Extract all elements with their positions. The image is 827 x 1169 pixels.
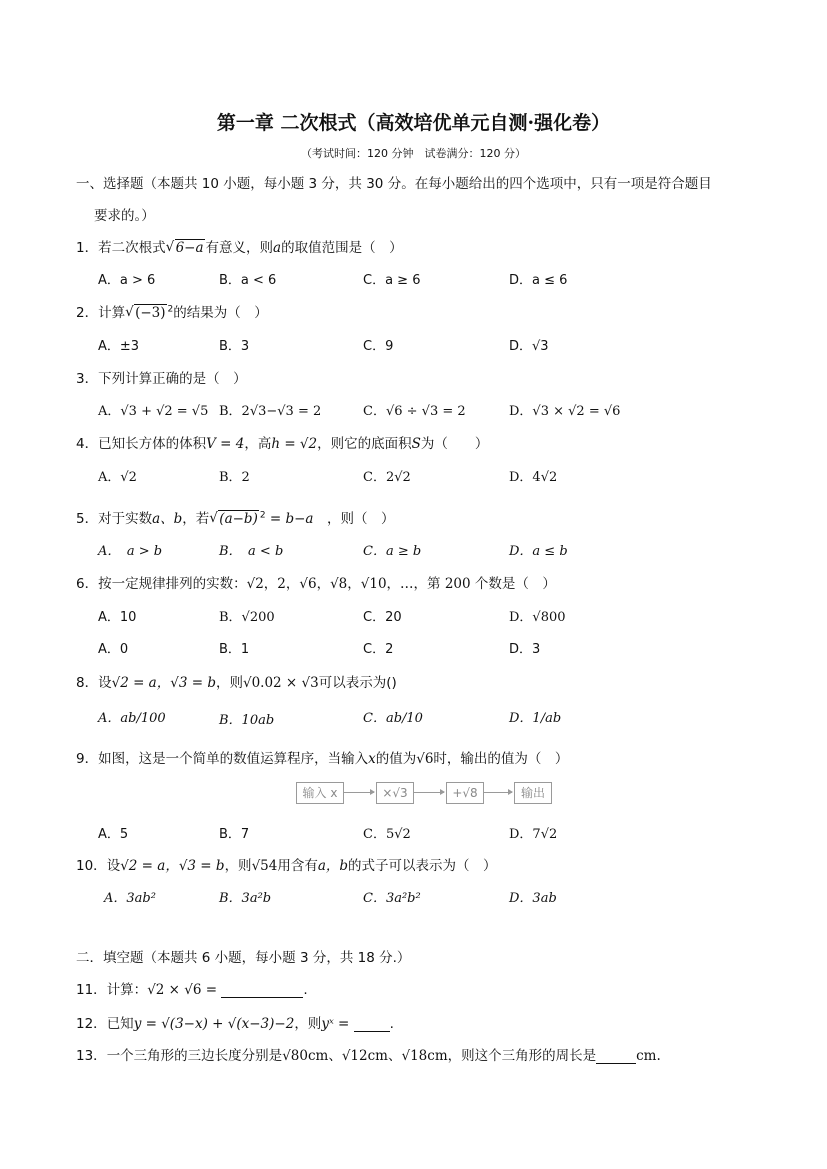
flow-multiply-box: ×√3 — [376, 782, 414, 804]
question-2: 2．计算√ (−3) $^2$的结果为（ ） — [76, 301, 268, 321]
q9-option-b: B．7 — [219, 827, 250, 842]
q8-option-b: B．10ab — [219, 713, 275, 728]
q5-option-a: A． a > b — [98, 544, 163, 559]
q2-option-a: A．±3 — [98, 339, 140, 354]
q2-option-b: B．3 — [219, 339, 250, 354]
q5-option-b: B． a < b — [219, 544, 284, 559]
flow-output-box: 输出 — [514, 782, 552, 804]
answer-blank[interactable] — [354, 1031, 390, 1032]
question-8: 8．设√2 = a，√3 = b，则√0.02 × √3可以表示为() — [76, 675, 397, 691]
flow-arrow — [344, 792, 374, 793]
q4-option-a: A．√2 — [98, 470, 137, 485]
question-1: 1．若二次根式√ 6−a 有意义，则a的取值范围是（ ） — [76, 236, 403, 256]
q4-option-b: B．2 — [219, 470, 250, 485]
q6-option-c2: C．2 — [363, 642, 394, 657]
q9-option-d: D．7√2 — [509, 827, 558, 842]
q6-option-c: C．20 — [363, 610, 402, 625]
q3-option-b: B．2√3−√3 = 2 — [219, 404, 322, 419]
q8-option-d: D．1/ab — [509, 711, 562, 726]
q6-option-b: B．√200 — [219, 610, 275, 625]
q6-option-a2: A．0 — [98, 642, 129, 657]
q9-option-c: C．5√2 — [363, 827, 411, 842]
question-10: 10．设√2 = a，√3 = b，则√54用含有a，b的式子可以表示为（ ） — [76, 858, 497, 874]
q1-option-d: D．a ≤ 6 — [509, 273, 568, 288]
section-2-heading: 二．填空题（本题共 6 小题，每小题 3 分，共 18 分.） — [76, 950, 411, 966]
q10-option-d: D．3ab — [509, 891, 557, 906]
q6-option-b2: B．1 — [219, 642, 250, 657]
q9-option-a: A．5 — [98, 827, 129, 842]
q5-option-d: D．a ≤ b — [509, 544, 568, 559]
question-6: 6．按一定规律排列的实数：√2，2，√6，√8，√10，…，第 200 个数是（ ） — [76, 576, 556, 592]
question-11: 11．计算：√2 × √6 = . — [76, 982, 308, 998]
page-title: 第一章 二次根式（高效培优单元自测·强化卷） — [216, 112, 611, 134]
q5-option-c: C．a ≥ b — [363, 544, 422, 559]
answer-blank[interactable] — [221, 997, 303, 998]
q3-option-a: A．√3 + √2 = √5 — [98, 404, 209, 419]
question-5: 5．对于实数a、b，若√ (a−b) $^2$ = b−a ，则（ ） — [76, 507, 394, 527]
q1-option-b: B．a < 6 — [219, 273, 277, 288]
flow-add-box: +√8 — [446, 782, 484, 804]
question-4: 4．已知长方体的体积V = 4，高h = √2，则它的底面积S为（ ） — [76, 436, 489, 452]
q1-option-c: C．a ≥ 6 — [363, 273, 421, 288]
q10-option-c: C．3a²b² — [363, 891, 421, 906]
question-3: 3．下列计算正确的是（ ） — [76, 371, 247, 387]
q2-option-d: D．√3 — [509, 339, 549, 354]
q8-option-a: A．ab/100 — [98, 711, 166, 726]
q3-option-d: D．√3 × √2 = √6 — [509, 404, 621, 419]
question-12: 12．已知y = √(3−x) + √(x−3)−2，则yˣ = . — [76, 1016, 394, 1032]
sqrt-expression: √ (a−b) — [209, 511, 259, 527]
q6-option-a: A．10 — [98, 610, 137, 625]
sqrt-expression: √ 6−a — [166, 240, 205, 256]
question-9: 9．如图，这是一个简单的数值运算程序，当输入x的值为√6时，输出的值为（ ） — [76, 751, 569, 767]
q6-option-d2: D．3 — [509, 642, 541, 657]
q3-option-c: C．√6 ÷ √3 = 2 — [363, 404, 466, 419]
program-flowchart — [296, 782, 552, 806]
flow-arrow — [414, 792, 444, 793]
exam-info: （考试时间：120 分钟 试卷满分：120 分） — [301, 147, 526, 160]
sqrt-expression: √ (−3) — [125, 305, 166, 321]
q6-option-d: D．√800 — [509, 610, 566, 625]
q10-option-a: A．3ab² — [104, 891, 156, 906]
section-1-heading: 一、选择题（本题共 10 小题，每小题 3 分，共 30 分。在每小题给出的四个选项中，只有一项是符合题目 — [76, 176, 712, 192]
section-1-heading-cont: 要求的。） — [94, 208, 155, 224]
answer-blank[interactable] — [596, 1063, 636, 1064]
q10-option-b: B．3a²b — [219, 891, 272, 906]
q4-option-d: D．4√2 — [509, 470, 558, 485]
flow-arrow — [484, 792, 512, 793]
q8-option-c: C．ab/10 — [363, 711, 423, 726]
q2-option-c: C．9 — [363, 339, 394, 354]
question-13: 13．一个三角形的三边长度分别是√80cm、√12cm、√18cm，则这个三角形的周长是 cm. — [76, 1048, 661, 1064]
q4-option-c: C．2√2 — [363, 470, 411, 485]
q1-option-a: A．a > 6 — [98, 273, 156, 288]
flow-input-box: 输入 x — [296, 782, 344, 804]
